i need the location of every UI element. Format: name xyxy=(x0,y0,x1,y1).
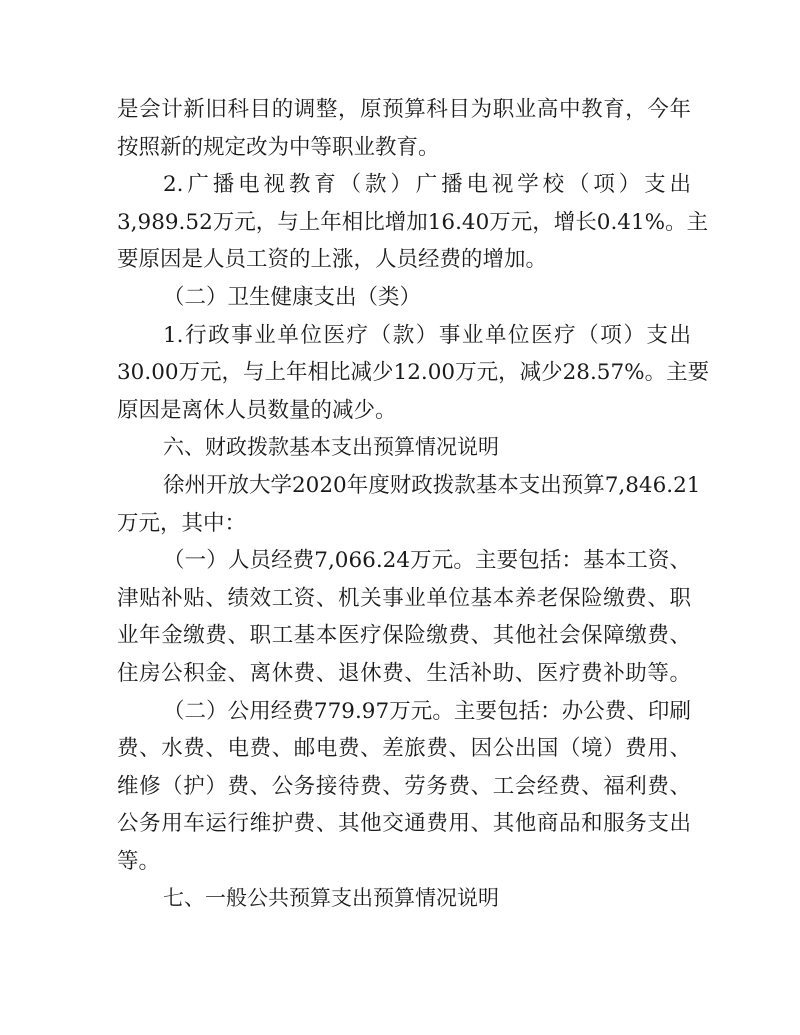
subsection-heading: （二）卫生健康支出（类） xyxy=(163,284,422,310)
paragraph-line: 是会计新旧科目的调整，原预算科目为职业高中教育，今年 xyxy=(117,97,691,122)
paragraph-line: 维修（护）费、公务接待费、劳务费、工会经费、福利费、 xyxy=(117,773,691,799)
paragraph-line: （二）公用经费779.97万元。主要包括：办公费、印刷 xyxy=(163,698,691,724)
document-page xyxy=(117,91,710,918)
paragraph-line: 业年金缴费、职工基本医疗保险缴费、其他社会保障缴费、 xyxy=(117,623,691,649)
paragraph-line: 1.行政事业单位医疗（款）事业单位医疗（项）支出 xyxy=(163,322,691,348)
paragraph-line: 按照新的规定改为中等职业教育。 xyxy=(117,134,440,160)
paragraph-line: 津贴补贴、绩效工资、机关事业单位基本养老保险缴费、职 xyxy=(117,585,691,611)
paragraph-line: （一）人员经费7,066.24万元。主要包括：基本工资、 xyxy=(163,548,691,574)
section-heading: 七、一般公共预算支出预算情况说明 xyxy=(163,886,499,911)
paragraph-line: 等。 xyxy=(117,848,161,874)
paragraph-line: 要原因是人员工资的上涨，人员经费的增加。 xyxy=(117,247,548,273)
paragraph-line: 原因是离休人员数量的减少。 xyxy=(117,397,397,423)
paragraph-line: 2.广播电视教育（款）广播电视学校（项）支出 xyxy=(163,172,691,198)
section-heading: 六、财政拨款基本支出预算情况说明 xyxy=(163,435,499,460)
paragraph-line: 住房公积金、离休费、退休费、生活补助、医疗费补助等。 xyxy=(117,660,691,686)
paragraph-line: 徐州开放大学2020年度财政拨款基本支出预算7,846.21 xyxy=(163,472,701,498)
paragraph-line: 3,989.52万元，与上年相比增加16.40万元，增长0.41%。主 xyxy=(117,209,709,235)
paragraph-line: 30.00万元，与上年相比减少12.00万元，减少28.57%。主要 xyxy=(117,360,710,386)
paragraph-line: 万元，其中： xyxy=(117,510,247,536)
paragraph-line: 公务用车运行维护费、其他交通费用、其他商品和服务支出 xyxy=(117,811,691,837)
paragraph-line: 费、水费、电费、邮电费、差旅费、因公出国（境）费用、 xyxy=(117,736,691,762)
